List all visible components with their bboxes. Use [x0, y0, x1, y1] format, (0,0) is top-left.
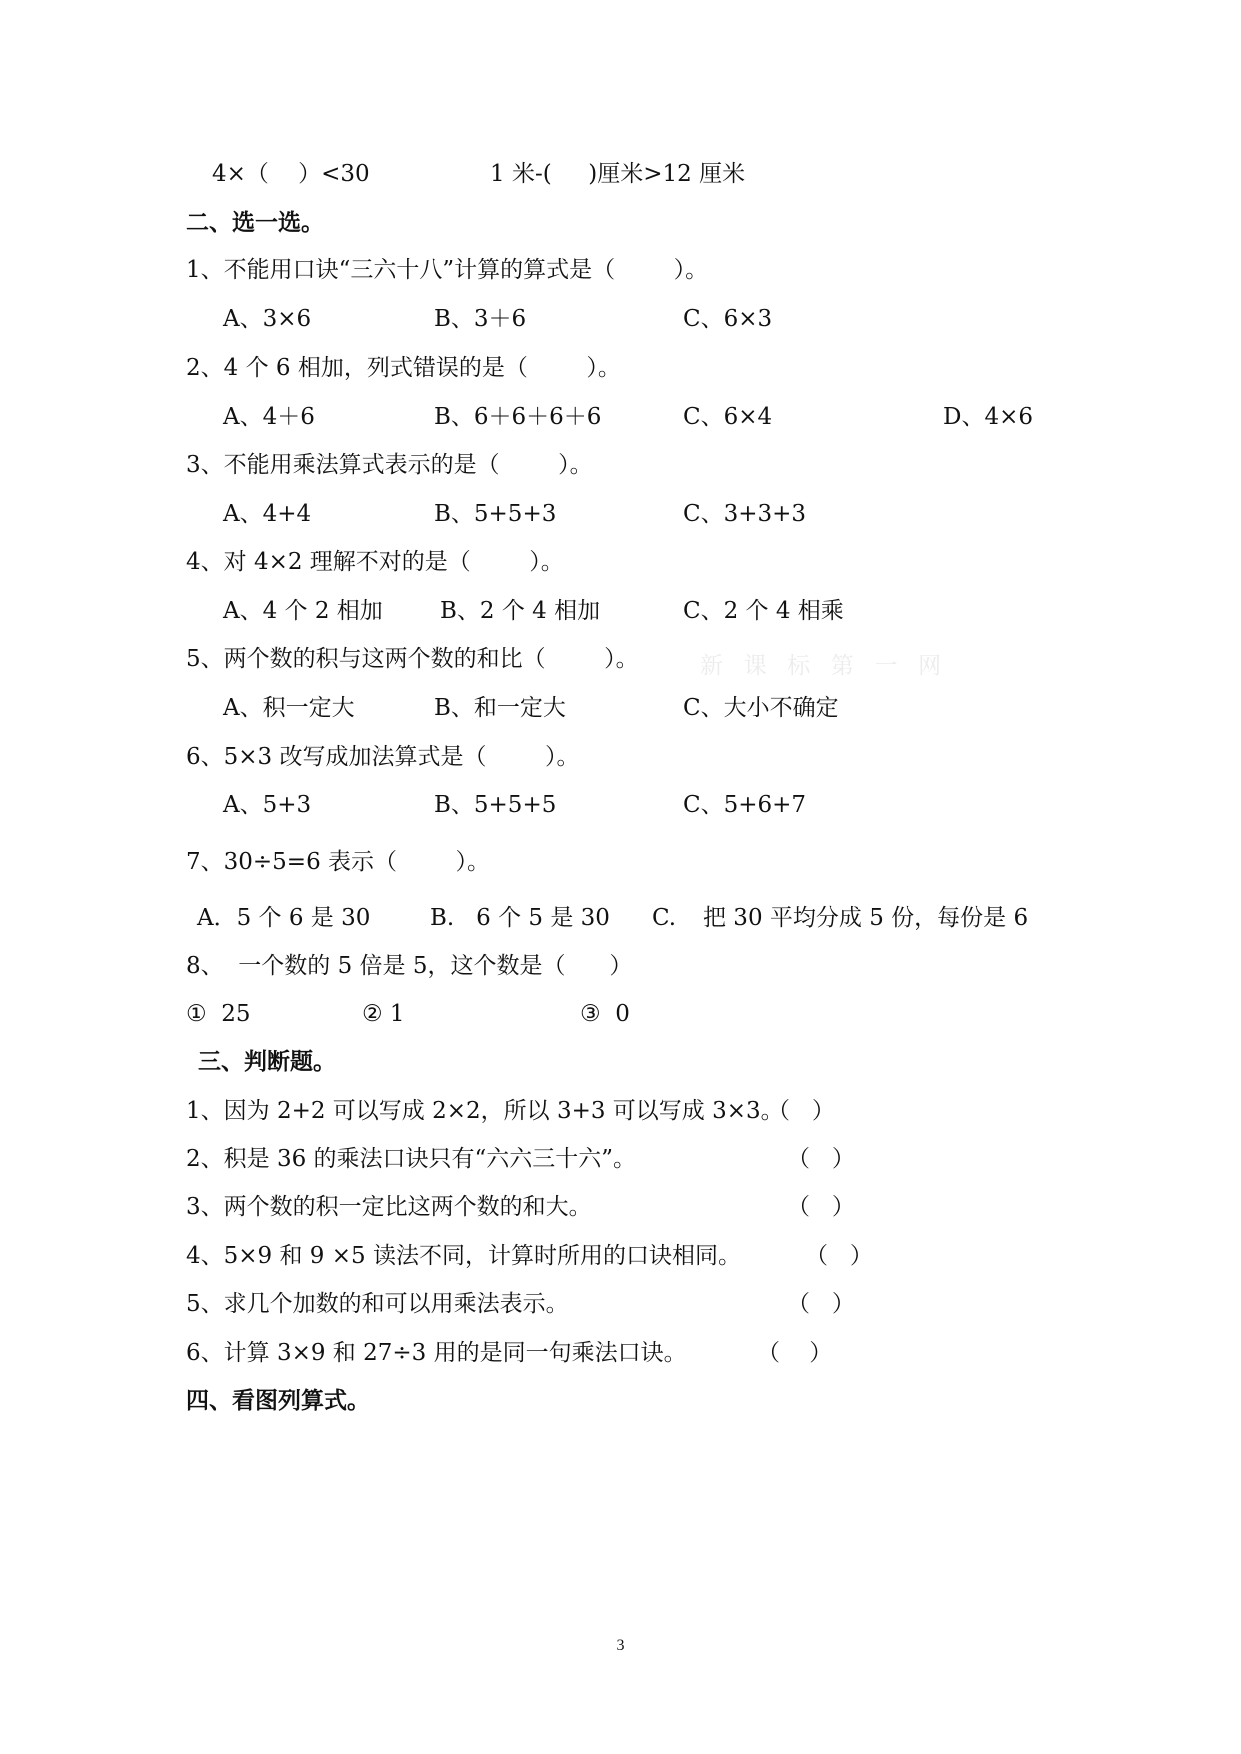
- section-2-title: 二、选一选。: [186, 210, 324, 236]
- q7-text: 7、30÷5=6 表示（ ）。: [186, 849, 491, 875]
- watermark-text: 新 课 标 第 一 网: [700, 653, 944, 679]
- q6-option-a: A、5+3: [223, 792, 312, 818]
- top-question-a: 4×（ ）<30: [212, 161, 370, 187]
- section-4-title: 四、看图列算式。: [186, 1388, 370, 1414]
- q8-option-1: ① 25: [186, 1001, 251, 1027]
- q2-text: 2、4 个 6 相加，列式错误的是（ ）。: [186, 355, 621, 381]
- q8-option-3: ③ 0: [580, 1001, 630, 1027]
- judge-4-paren: （ ）: [805, 1243, 873, 1269]
- q3-text: 3、不能用乘法算式表示的是（ ）。: [186, 452, 593, 478]
- q6-text: 6、5×3 改写成加法算式是（ ）。: [186, 744, 580, 770]
- judge-5-text: 5、求几个加数的和可以用乘法表示。: [186, 1291, 569, 1317]
- judge-2-text: 2、积是 36 的乘法口诀只有“六六三十六”。: [186, 1146, 637, 1172]
- q4-option-a: A、4 个 2 相加: [223, 598, 383, 624]
- q8-option-2: ② 1: [362, 1001, 405, 1027]
- q4-text: 4、对 4×2 理解不对的是（ ）。: [186, 549, 564, 575]
- q4-option-c: C、2 个 4 相乘: [683, 598, 844, 624]
- judge-3-paren: （ ）: [787, 1194, 855, 1220]
- judge-6-text: 6、计算 3×9 和 27÷3 用的是同一句乘法口诀。: [186, 1340, 687, 1366]
- q4-option-b: B、2 个 4 相加: [440, 598, 601, 624]
- q1-option-c: C、6×3: [683, 306, 773, 332]
- judge-2-paren: （ ）: [787, 1146, 855, 1172]
- q1-text: 1、不能用口诀“三六十八”计算的算式是（ ）。: [186, 257, 709, 283]
- q2-option-a: A、4＋6: [223, 404, 315, 430]
- q2-option-c: C、6×4: [683, 404, 773, 430]
- q7-option-b: B. 6 个 5 是 30: [430, 905, 610, 931]
- q7-option-a: A．5 个 6 是 30: [197, 905, 371, 931]
- q5-option-b: B、和一定大: [434, 695, 566, 721]
- judge-5-paren: （ ）: [787, 1291, 855, 1317]
- q3-option-b: B、5+5+3: [434, 501, 557, 527]
- q2-option-d: D、4×6: [943, 404, 1033, 430]
- q1-option-a: A、3×6: [223, 306, 312, 332]
- q8-text: 8、 一个数的 5 倍是 5，这个数是（ ）: [186, 953, 633, 979]
- section-3-title: 三、判断题。: [198, 1049, 336, 1075]
- judge-1-paren: （ ）: [767, 1098, 835, 1124]
- q3-option-c: C、3+3+3: [683, 501, 807, 527]
- judge-6-paren: （ ）: [757, 1340, 833, 1366]
- q3-option-a: A、4+4: [223, 501, 312, 527]
- judge-3-text: 3、两个数的积一定比这两个数的和大。: [186, 1194, 592, 1220]
- q5-option-c: C、大小不确定: [683, 695, 839, 721]
- q5-text: 5、两个数的积与这两个数的和比（ ）。: [186, 646, 639, 672]
- q7-option-c-label: C.: [652, 905, 677, 931]
- q2-option-b: B、6＋6＋6＋6: [434, 404, 602, 430]
- q7-option-c-text: 把 30 平均分成 5 份，每份是 6: [703, 905, 1029, 931]
- page-number: 3: [616, 1637, 625, 1654]
- q6-option-c: C、5+6+7: [683, 792, 807, 818]
- judge-4-text: 4、5×9 和 9 ×5 读法不同，计算时所用的口诀相同。: [186, 1243, 741, 1269]
- top-question-b: 1 米-( )厘米>12 厘米: [490, 161, 746, 187]
- judge-1-text: 1、因为 2+2 可以写成 2×2，所以 3+3 可以写成 3×3。: [186, 1098, 784, 1124]
- q1-option-b: B、3＋6: [434, 306, 527, 332]
- q5-option-a: A、积一定大: [223, 695, 355, 721]
- q6-option-b: B、5+5+5: [434, 792, 557, 818]
